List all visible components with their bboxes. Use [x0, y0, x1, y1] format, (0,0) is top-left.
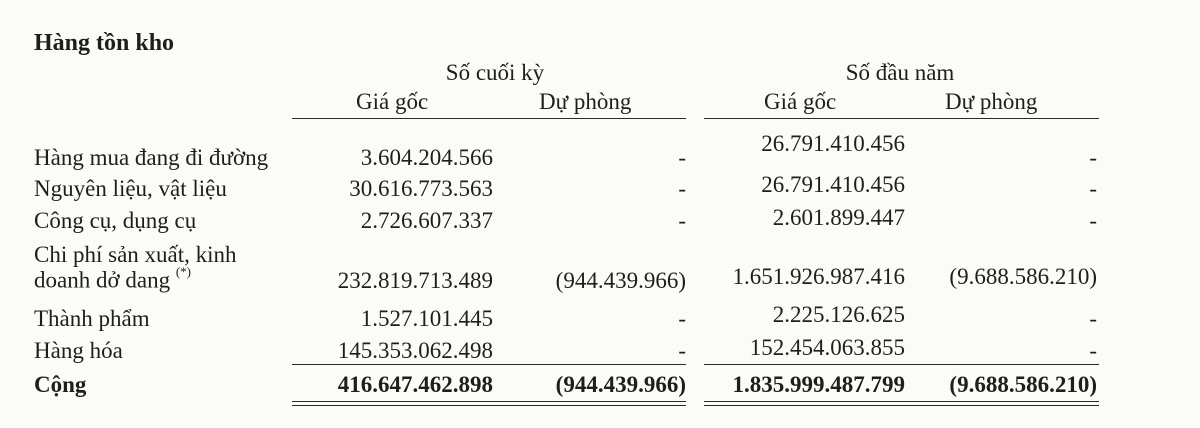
row-label-line2: doanh dở dang (*): [34, 264, 192, 293]
total-label: Cộng: [34, 372, 87, 397]
begin-provision-cell: -: [1089, 338, 1097, 363]
header-end-cost: Giá gốc: [356, 89, 429, 114]
row-label-line1: Chi phí sản xuất, kinh: [34, 242, 237, 267]
row-label: Nguyên liệu, vật liệu: [34, 176, 227, 201]
footnote-marker: (*): [175, 264, 192, 279]
double-rule-end-2: [292, 405, 686, 406]
end-provision-cell: -: [678, 338, 686, 363]
begin-provision-cell: (9.688.586.210): [949, 264, 1097, 289]
row-label: Hàng hóa: [34, 338, 123, 363]
begin-provision-cell: -: [1089, 176, 1097, 201]
double-rule-end-1: [292, 401, 686, 402]
header-rule-end: [292, 118, 686, 119]
total-end-cost: 416.647.462.898: [337, 372, 493, 397]
total-row: [0, 372, 1200, 402]
end-cost-cell: 3.604.204.566: [360, 145, 493, 170]
header-begin-year: Số đầu năm: [845, 60, 955, 85]
end-cost-cell: 232.819.713.489: [337, 268, 493, 293]
header-end-period: Số cuối kỳ: [445, 60, 545, 85]
begin-cost-cell: 2.225.126.625: [772, 302, 905, 327]
end-provision-cell: -: [678, 176, 686, 201]
begin-cost-cell: 26.791.410.456: [761, 131, 905, 156]
begin-cost-cell: 26.791.410.456: [761, 172, 905, 197]
row-label: Công cụ, dụng cụ: [34, 208, 197, 233]
total-rule-begin: [704, 364, 1099, 365]
header-end-provision: Dự phòng: [539, 89, 632, 114]
table-row: [0, 172, 1200, 206]
total-end-provision: (944.439.966): [555, 372, 686, 397]
end-cost-cell: 30.616.773.563: [349, 176, 493, 201]
begin-provision-cell: -: [1089, 306, 1097, 331]
table-row: [0, 242, 1200, 298]
header-begin-provision: Dự phòng: [945, 89, 1038, 114]
end-cost-cell: 145.353.062.498: [337, 338, 493, 363]
table-row: [0, 205, 1200, 238]
begin-cost-cell: 1.651.926.987.416: [732, 264, 905, 289]
total-begin-cost: 1.835.999.487.799: [732, 372, 905, 397]
begin-cost-cell: 2.601.899.447: [772, 205, 905, 230]
section-title: Hàng tồn kho: [34, 30, 175, 56]
header-begin-cost: Giá gốc: [764, 89, 837, 114]
end-provision-cell: -: [678, 208, 686, 233]
begin-provision-cell: -: [1089, 145, 1097, 170]
end-provision-cell: -: [678, 306, 686, 331]
table-row: [0, 131, 1200, 175]
total-begin-provision: (9.688.586.210): [949, 372, 1097, 397]
end-cost-cell: 1.527.101.445: [360, 306, 493, 331]
double-rule-begin-1: [704, 401, 1099, 402]
end-provision-cell: -: [678, 145, 686, 170]
header-rule-begin: [704, 118, 1099, 119]
end-cost-cell: 2.726.607.337: [360, 208, 493, 233]
begin-cost-cell: 152.454.063.855: [749, 335, 905, 360]
row-label: Thành phẩm: [34, 306, 150, 331]
double-rule-begin-2: [704, 405, 1099, 406]
row-label: Hàng mua đang đi đường: [34, 145, 269, 170]
table-row: [0, 302, 1200, 336]
begin-provision-cell: -: [1089, 208, 1097, 233]
end-provision-cell: (944.439.966): [555, 268, 686, 293]
total-rule-end: [292, 364, 686, 365]
